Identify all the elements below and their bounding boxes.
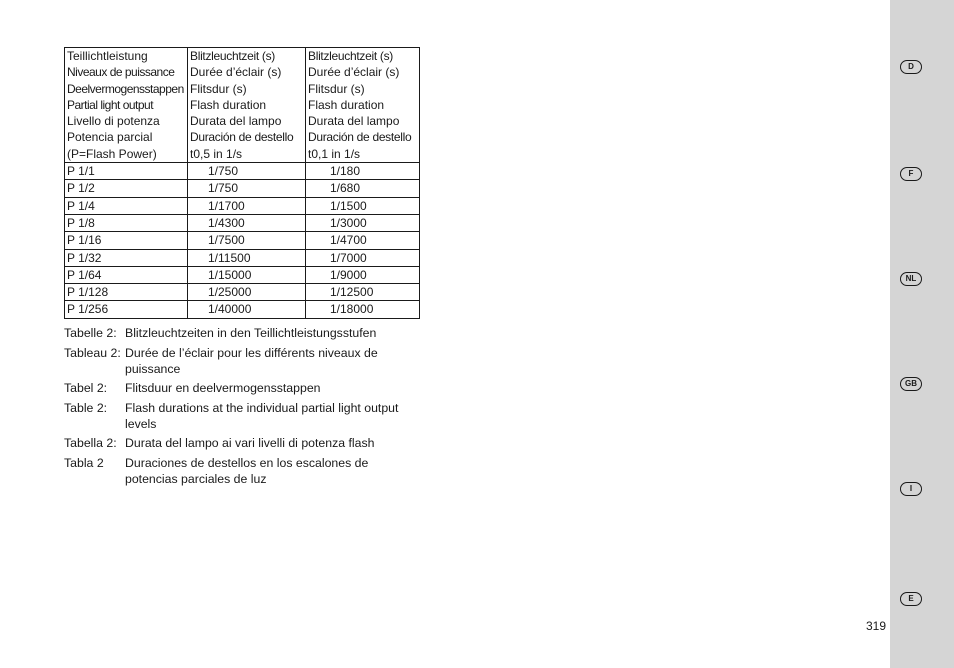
header-cell: Teillichtleistung [67,49,148,63]
header-cell: Duración de destello [188,129,306,145]
header-line [65,97,420,113]
header-cell: t0,1 in 1/s [306,146,420,163]
power-level-cell: P 1/128 [65,284,188,301]
header-cell: Durata del lampo [306,113,420,129]
header-cell: Duración de destello [306,129,420,145]
language-badge-nl[interactable]: NL [900,272,922,286]
t01-duration-cell: 1/12500 [306,284,420,301]
table-row [65,180,420,197]
power-level-cell: P 1/1 [65,163,188,180]
header-cell: Deelvermogensstappen [67,81,184,96]
header-line [65,48,420,65]
header-cell: Niveaux de puissance [67,65,175,80]
header-line [65,113,420,129]
t01-duration-cell: 1/4700 [306,232,420,249]
t05-duration-cell: 1/1700 [188,197,306,214]
caption-text: Flash durations at the individual partial light output levels [125,400,399,431]
language-badge-gb[interactable]: GB [900,377,922,391]
language-sidebar [890,0,954,668]
header-line [65,129,420,145]
t05-duration-cell: 1/40000 [188,301,306,318]
page-number: 319 [866,619,887,633]
header-cell: Blitzleuchtzeit (s) [306,48,420,65]
caption-text: Duraciones de destellos en los escalones de potencias parciales de luz [125,455,369,486]
t01-duration-cell: 1/9000 [306,266,420,283]
table-row [65,232,420,249]
power-level-cell: P 1/256 [65,301,188,318]
table-captions [64,325,424,490]
table-row [65,197,420,214]
power-level-cell: P 1/16 [65,232,188,249]
language-badge-d[interactable]: D [900,60,922,74]
table-caption [64,345,424,377]
t05-duration-cell: 1/11500 [188,249,306,266]
language-badge-f[interactable]: F [900,167,922,181]
flash-duration-table [64,47,420,319]
table-caption [64,325,424,341]
table-row [65,301,420,318]
header-cell: Partial light output [67,97,154,112]
header-cell: Durée d’éclair (s) [306,64,420,80]
t05-duration-cell: 1/25000 [188,284,306,301]
t01-duration-cell: 1/180 [306,163,420,180]
header-cell: Flash duration [306,97,420,113]
table-row [65,214,420,231]
header-cell: (P=Flash Power) [67,146,157,161]
caption-text: Durata del lampo ai vari livelli di potenza flash [125,436,375,450]
power-level-cell: P 1/8 [65,214,188,231]
header-line [65,146,420,163]
t01-duration-cell: 1/18000 [306,301,420,318]
t05-duration-cell: 1/750 [188,180,306,197]
language-badge-e[interactable]: E [900,592,922,606]
header-line [65,64,420,80]
power-level-cell: P 1/2 [65,180,188,197]
table-row [65,163,420,180]
language-badge-i[interactable]: I [900,482,922,496]
header-cell: t0,5 in 1/s [188,146,306,163]
header-cell: Durata del lampo [188,113,306,129]
header-cell: Potencia parcial [67,130,153,145]
t05-duration-cell: 1/750 [188,163,306,180]
table-row [65,266,420,283]
table-row [65,284,420,301]
t01-duration-cell: 1/1500 [306,197,420,214]
t01-duration-cell: 1/7000 [306,249,420,266]
header-line [65,81,420,97]
table-caption [64,455,424,487]
caption-text: Flitsduur en deelvermogensstappen [125,381,321,395]
power-level-cell: P 1/64 [65,266,188,283]
header-cell: Flitsdur (s) [188,81,306,97]
caption-label: Tableau 2: [64,345,121,360]
table-row [65,249,420,266]
t05-duration-cell: 1/15000 [188,266,306,283]
caption-label: Table 2: [64,400,108,415]
caption-text: Blitzleuchtzeiten in den Teillichtleistungsstufen [125,326,377,340]
caption-label: Tabla 2 [64,455,104,470]
table-caption [64,380,424,396]
t01-duration-cell: 1/680 [306,180,420,197]
t01-duration-cell: 1/3000 [306,214,420,231]
power-level-cell: P 1/32 [65,249,188,266]
caption-label: Tabel 2: [64,381,108,395]
header-cell: Livello di potenza [67,114,160,129]
header-cell: Flitsdur (s) [306,81,420,97]
caption-text: Durée de l’éclair pour les différents niveaux de puissance [125,345,378,376]
header-cell: Blitzleuchtzeit (s) [188,48,306,65]
header-cell: Flash duration [188,97,306,113]
caption-label: Tabelle 2: [64,326,117,340]
table-body [65,48,420,319]
t05-duration-cell: 1/7500 [188,232,306,249]
power-level-cell: P 1/4 [65,197,188,214]
caption-label: Tabella 2: [64,436,117,450]
header-cell: Durée d’éclair (s) [188,64,306,80]
t05-duration-cell: 1/4300 [188,214,306,231]
table-caption [64,435,424,451]
table-caption [64,400,424,432]
